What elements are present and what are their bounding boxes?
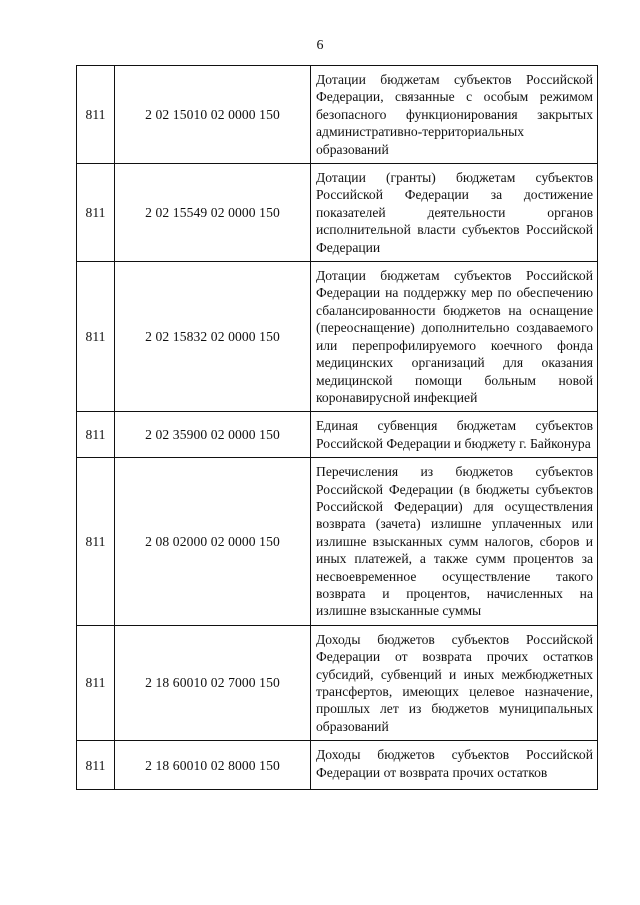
page-number: 6: [316, 38, 324, 53]
kbk-code-cell: 2 02 15832 02 0000 150: [115, 262, 311, 412]
admin-code-cell: 811: [77, 458, 115, 626]
description-cell: Дотации бюджетам субъектов Российской Федерации на поддержку мер по обеспечению сбалансированности бюджетов на оснащение (переоснащение) дополнительно создаваемого или перепрофилируемого коечного фонда медицинских организаций для оказания медицинской помощи больным новой коронавирусной инфекцией: [311, 262, 598, 412]
table-row: [77, 66, 598, 164]
table-row: [77, 164, 598, 262]
admin-code-cell: 811: [77, 625, 115, 740]
kbk-code-cell: 2 02 15549 02 0000 150: [115, 164, 311, 262]
description-cell: Доходы бюджетов субъектов Российской Федерации от возврата прочих остатков субсидий, субвенций и иных межбюджетных трансфертов, имеющих целевое назначение, прошлых лет из бюджетов муниципальных образований: [311, 625, 598, 740]
description-cell: Доходы бюджетов субъектов Российской Федерации от возврата прочих остатков: [311, 741, 598, 790]
table-row: [77, 262, 598, 412]
kbk-code-cell: 2 08 02000 02 0000 150: [115, 458, 311, 626]
description-cell: Перечисления из бюджетов субъектов Российской Федерации (в бюджеты субъектов Российской Федерации) для осуществления возврата (зачета) излишне уплаченных или излишне взысканных сумм налогов, сборов и иных платежей, а также сумм процентов за несвоевременное осуществление такого возврата и процентов, начисленных на излишне взысканные суммы: [311, 458, 598, 626]
table-row: [77, 625, 598, 740]
table-row: [77, 741, 598, 790]
kbk-code-cell: 2 02 35900 02 0000 150: [115, 412, 311, 458]
kbk-code-cell: 2 18 60010 02 8000 150: [115, 741, 311, 790]
description-cell: Единая субвенция бюджетам субъектов Российской Федерации и бюджету г. Байконура: [311, 412, 598, 458]
table-row: [77, 458, 598, 626]
admin-code-cell: 811: [77, 164, 115, 262]
table-row: [77, 412, 598, 458]
admin-code-cell: 811: [77, 412, 115, 458]
admin-code-cell: 811: [77, 741, 115, 790]
kbk-code-cell: 2 02 15010 02 0000 150: [115, 66, 311, 164]
admin-code-cell: 811: [77, 262, 115, 412]
kbk-code-cell: 2 18 60010 02 7000 150: [115, 625, 311, 740]
budget-revenue-table: [76, 65, 598, 790]
description-cell: Дотации бюджетам субъектов Российской Федерации, связанные с особым режимом безопасного функционирования закрытых административно-территориальных образований: [311, 66, 598, 164]
admin-code-cell: 811: [77, 66, 115, 164]
description-cell: Дотации (гранты) бюджетам субъектов Российской Федерации за достижение показателей деятельности органов исполнительной власти субъектов Российской Федерации: [311, 164, 598, 262]
